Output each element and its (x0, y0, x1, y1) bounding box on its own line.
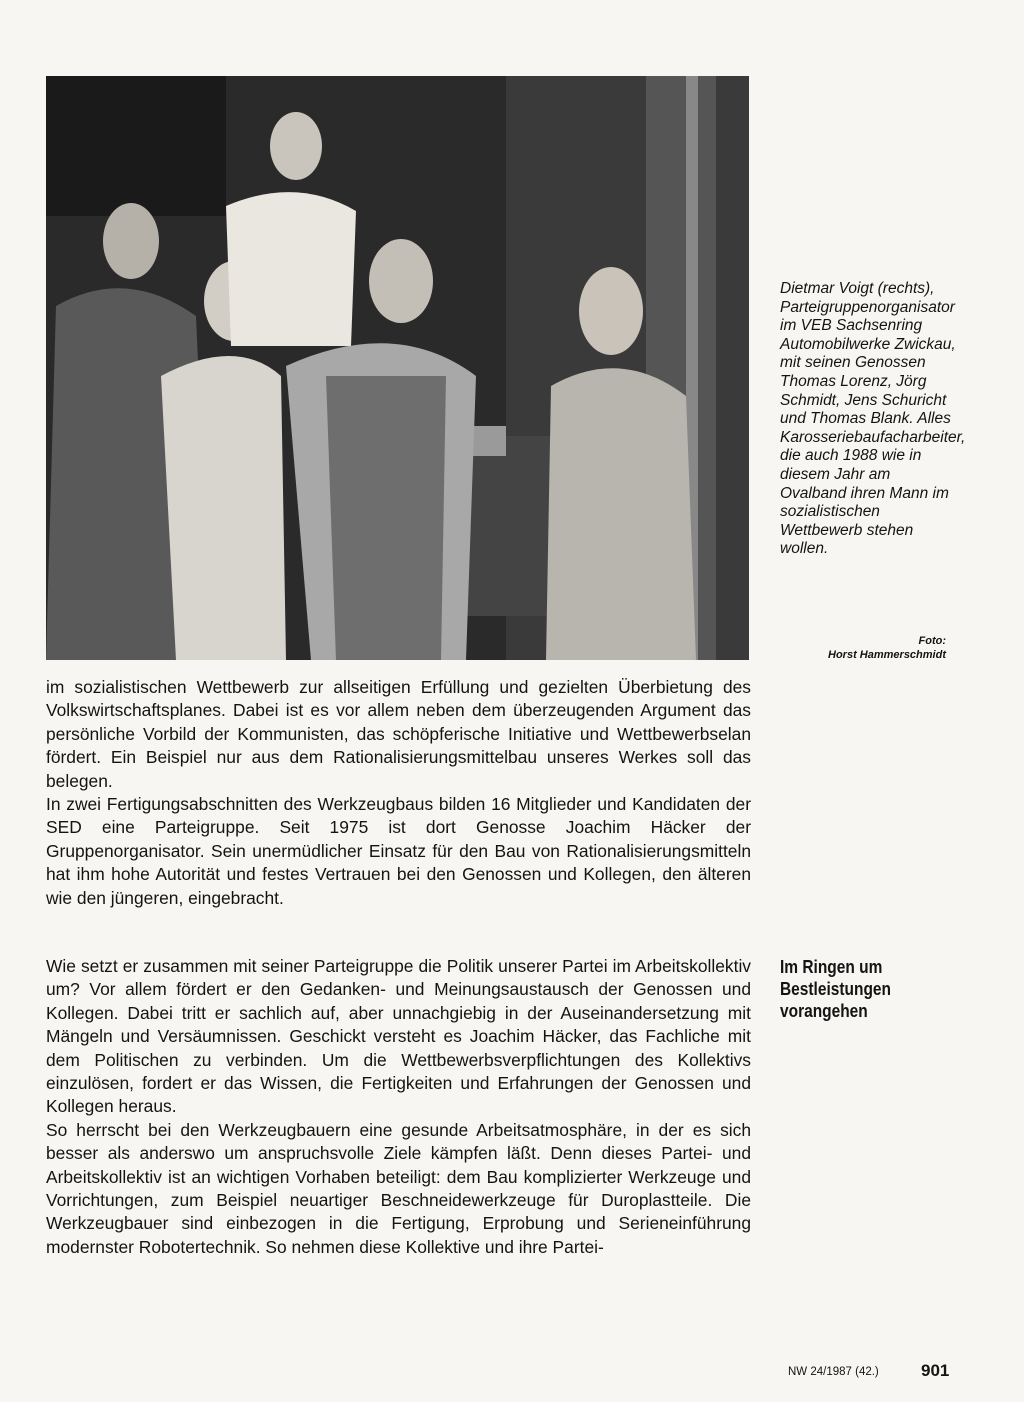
credit-label: Foto: (918, 635, 946, 647)
page-number: 901 (921, 1361, 950, 1380)
side-heading-line: Bestleistungen (780, 979, 891, 999)
article-paragraph: im sozialistischen Wettbewerb zur allseitigen Erfüllung und gezielten Überbietung des Volkswirtschaftsplanes. Dabei ist es vor allem neben dem überzeugenden Argument das persönliche Vorbild der Kommunisten, das schöpferische Initiative und Wettbewerbselan fördert. Ein Beispiel nur aus dem Rationalisierungsmittelbau unseres Werkes soll das belegen. (46, 677, 751, 791)
side-heading-line: vorangehen (780, 1001, 868, 1021)
article-block-2 (46, 955, 751, 1259)
article-paragraph: So herrscht bei den Werkzeugbauern eine gesunde Arbeitsatmosphäre, in der es sich besser als anderswo um anspruchsvolle Ziele kämpfen läßt. Denn dieses Partei- und Arbeitskollektiv ist an wichtigen Vorhaben beteiligt: dem Bau komplizierter Werkzeuge und Vorrichtungen, zum Beispiel neuartiger Beschneidewerkzeuge für Duroplastteile. Die Werkzeugbauer sind einbezogen in die Fertigung, Erprobung und Serieneinführung modernster Robotertechnik. So nehmen diese Kollektive und ihre Partei- (46, 1119, 751, 1257)
article-paragraph: In zwei Fertigungsabschnitten des Werkzeugbaus bilden 16 Mitglieder und Kandidaten der SED eine Parteigruppe. Seit 1975 ist dort Genosse Joachim Häcker der Gruppenorganisator. Sein unermüdlicher Einsatz für den Bau von Rationalisierungsmitteln hat ihm hohe Autorität und festes Vertrauen bei den Genossen und Kollegen, den älteren wie den jüngeren, eingebracht. (46, 794, 751, 908)
article-block-1 (46, 676, 751, 910)
photo-credit (746, 634, 946, 662)
article-paragraph: Wie setzt er zusammen mit seiner Parteigruppe die Politik unserer Partei im Arbeitskollektiv um? Vor allem fördert er den Gedanken- und Meinungsaustausch der Genossen und Kollegen. Dabei tritt er sachlich auf, aber unnachgiebig in der Auseinandersetzung mit Mängeln und Versäumnissen. Geschickt versteht es Joachim Häcker, das Fachliche mit dem Politischen zu verbinden. Um die Wettbewerbsverpflichtungen des Kollektivs einzulösen, fordert er das Wissen, die Fertigkeiten und Erfahrungen der Genossen und Kollegen heraus. (46, 956, 751, 1117)
caption-text: Dietmar Voigt (rechts), Parteigruppenorganisator im VEB Sachsenring Automobilwerke Zwickau, mit seinen Genossen Thomas Lorenz, Jörg Schmidt, Jens Schuricht und Thomas Blank. Alles Karosseriebaufacharbeiter, die auch 1988 wie in diesem Jahr am Ovalband ihren Mann im sozialistischen Wettbewerb stehen wollen. (780, 280, 966, 558)
side-heading (780, 956, 935, 1022)
issue-reference: NW 24/1987 (42.) (788, 1366, 879, 1378)
group-photo-of-workers (46, 76, 749, 660)
side-heading-line: Im Ringen um (780, 957, 883, 977)
credit-name: Horst Hammerschmidt (828, 649, 946, 661)
photo-caption (780, 280, 966, 559)
